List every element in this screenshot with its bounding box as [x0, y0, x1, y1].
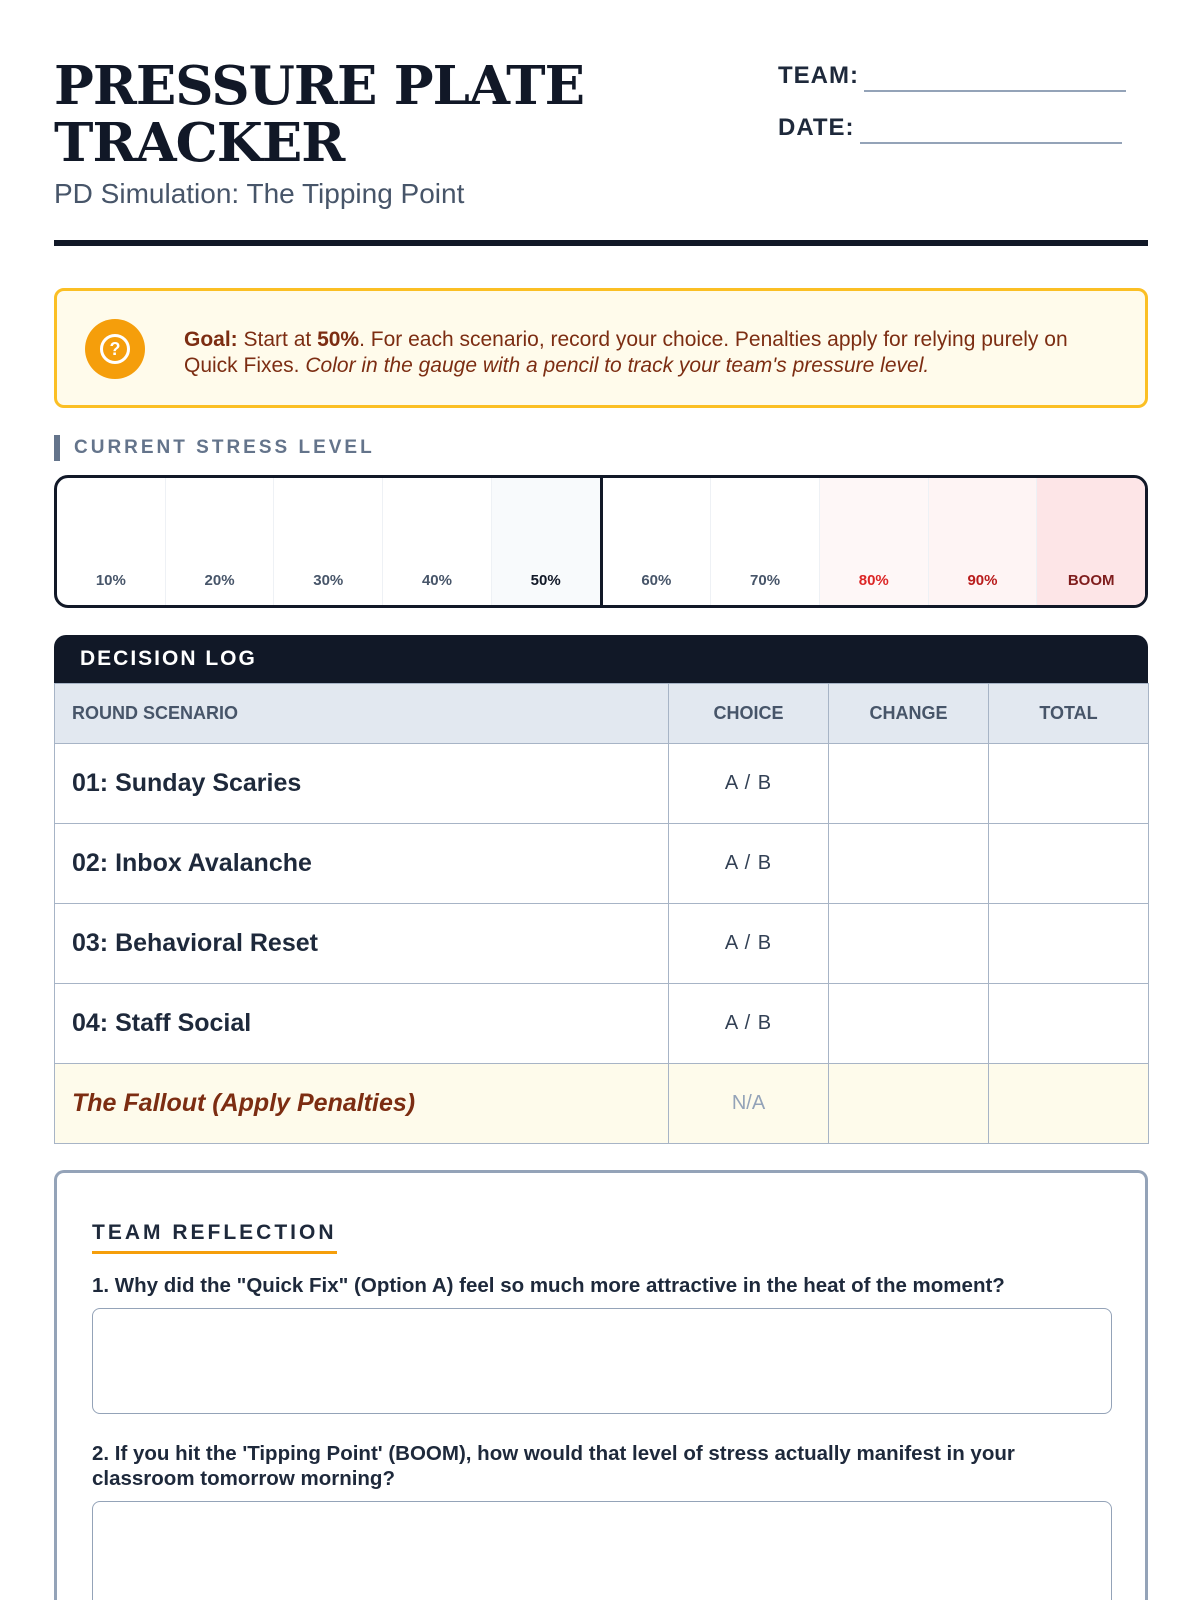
change-cell[interactable] [829, 984, 989, 1064]
gauge-cell-boom[interactable] [1037, 478, 1145, 605]
stress-gauge [54, 475, 1148, 608]
goal-text-before: Start at [243, 328, 312, 351]
header-divider [54, 240, 1148, 246]
table-row [55, 904, 1149, 984]
choice-cell[interactable]: A / B [669, 984, 829, 1064]
reflection-question-2: 2. If you hit the 'Tipping Point' (BOOM), how would that level of stress actually manifest in your classroom tomorrow morning? [92, 1442, 1015, 1490]
gauge-cell-10[interactable] [57, 478, 166, 605]
gauge-cell-30[interactable] [274, 478, 383, 605]
goal-lead: Goal: [184, 328, 238, 351]
column-header-change: CHANGE [829, 684, 989, 744]
total-cell[interactable] [989, 904, 1149, 984]
gauge-cell-label: 20% [204, 572, 235, 589]
gauge-cell-label: BOOM [1067, 572, 1115, 589]
gauge-cell-label: 50% [530, 572, 561, 589]
date-write-line[interactable] [860, 142, 1122, 144]
scenario-cell: 02: Inbox Avalanche [55, 824, 669, 904]
change-cell[interactable] [829, 904, 989, 984]
gauge-cell-label: 60% [641, 572, 672, 589]
gauge-cell-60[interactable] [603, 478, 712, 605]
choice-cell[interactable]: A / B [669, 904, 829, 984]
tracker-page [54, 0, 1148, 1600]
choice-cell: N/A [669, 1064, 829, 1144]
team-write-line[interactable] [864, 90, 1126, 92]
team-reflection [54, 1170, 1148, 1600]
column-header-scenario: ROUND SCENARIO [55, 684, 669, 744]
page-title: PRESSURE PLATE TRACKER [54, 55, 584, 174]
total-cell[interactable] [989, 824, 1149, 904]
change-cell[interactable] [829, 824, 989, 904]
scenario-cell: 03: Behavioral Reset [55, 904, 669, 984]
gauge-cell-40[interactable] [383, 478, 492, 605]
gauge-cell-label: 10% [95, 572, 126, 589]
question-circle-icon: ? [85, 319, 145, 379]
goal-start-value: 50% [317, 328, 360, 351]
table-header-row [55, 684, 1149, 744]
scenario-cell: The Fallout (Apply Penalties) [55, 1064, 669, 1144]
column-header-choice: CHOICE [669, 684, 829, 744]
gauge-cell-80[interactable] [820, 478, 929, 605]
gauge-cell-50[interactable] [492, 478, 603, 605]
decision-log-table [54, 683, 1149, 1144]
gauge-cell-70[interactable] [711, 478, 820, 605]
gauge-cell-label: 80% [858, 572, 889, 589]
page-subtitle: PD Simulation: The Tipping Point [54, 178, 465, 209]
goal-text [184, 327, 1124, 379]
team-label: TEAM: [778, 62, 859, 89]
decision-log-title: DECISION LOG [54, 635, 1148, 683]
total-cell[interactable] [989, 744, 1149, 824]
total-cell[interactable] [989, 984, 1149, 1064]
date-field [778, 110, 1148, 150]
total-cell[interactable] [989, 1064, 1149, 1144]
reflection-answer-2[interactable] [92, 1501, 1112, 1600]
goal-instruction: Color in the gauge with a pencil to track your team's pressure level. [305, 354, 930, 377]
team-field [778, 58, 1148, 98]
table-row [55, 824, 1149, 904]
reflection-title: TEAM REFLECTION [92, 1221, 337, 1254]
choice-cell[interactable]: A / B [669, 744, 829, 824]
choice-cell[interactable]: A / B [669, 824, 829, 904]
change-cell[interactable] [829, 1064, 989, 1144]
gauge-cell-label: 90% [967, 572, 998, 589]
table-row [55, 984, 1149, 1064]
gauge-cell-label: 40% [421, 572, 452, 589]
gauge-cell-label: 30% [313, 572, 344, 589]
table-row [55, 744, 1149, 824]
reflection-question-1: 1. Why did the "Quick Fix" (Option A) feel so much more attractive in the heat of the moment? [92, 1274, 1005, 1297]
table-row-fallout [55, 1064, 1149, 1144]
gauge-cell-label: 70% [750, 572, 781, 589]
date-label: DATE: [778, 114, 855, 141]
change-cell[interactable] [829, 744, 989, 824]
gauge-cell-20[interactable] [166, 478, 275, 605]
stress-level-label: CURRENT STRESS LEVEL [54, 435, 375, 461]
column-header-total: TOTAL [989, 684, 1149, 744]
gauge-cell-90[interactable] [929, 478, 1038, 605]
reflection-answer-1[interactable] [92, 1308, 1112, 1414]
goal-callout [54, 288, 1148, 408]
goal-text-after: . For each scenario, record your choice. Penalties apply for relying purely on Quick Fixes. [184, 328, 1068, 377]
scenario-cell: 01: Sunday Scaries [55, 744, 669, 824]
scenario-cell: 04: Staff Social [55, 984, 669, 1064]
decision-log [54, 635, 1148, 1144]
page-header [54, 55, 1148, 248]
